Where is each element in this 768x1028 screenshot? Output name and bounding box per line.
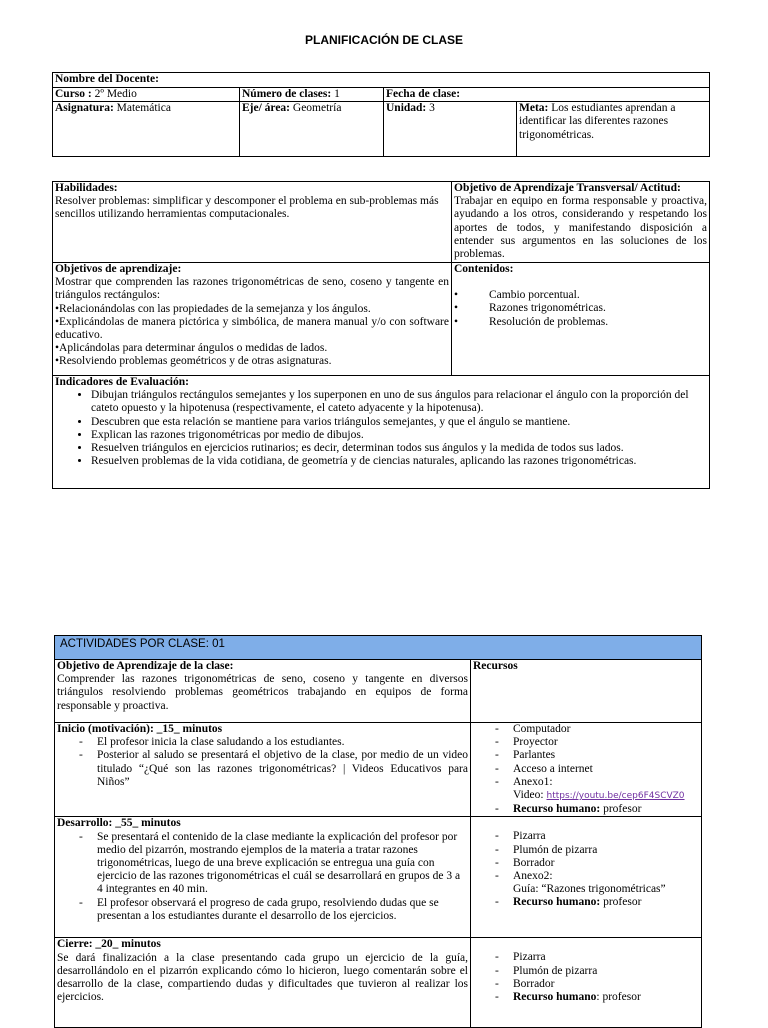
indicador-item: • Explican las razones trigonométricas por medio de dibujos.: [91, 429, 707, 442]
inicio-recursos-cell: [471, 723, 702, 817]
eje-cell: [240, 102, 384, 157]
asignatura-cell: [53, 102, 240, 157]
bullet-icon: •: [454, 315, 459, 328]
objetivo-clase-label: Objetivo de Aprendizaje de la clase:: [57, 660, 234, 672]
eje-value: Geometría: [292, 102, 342, 115]
inicio-item: - El profesor inicia la clase saludando a los estudiantes.: [97, 736, 468, 749]
bullet-icon: •: [454, 302, 459, 315]
rh-label: Recurso humano:: [513, 896, 601, 909]
indicador-item: • Resuelven triángulos en ejercicios rutinarios; es decir, determinan todos sus ángulos y la medida de todos sus lados.: [91, 442, 707, 455]
cierre-recursos-cell: [471, 938, 702, 1028]
objetivo-clase-cell: [55, 660, 471, 723]
curso-cell: [53, 88, 240, 102]
recurso-humano-item: [513, 896, 699, 909]
video-label: Video:: [513, 789, 544, 802]
num-clases-cell: [240, 88, 384, 102]
objetivos-label: Objetivos de aprendizaje:: [55, 263, 182, 275]
desarrollo-label: Desarrollo: _55_ minutos: [57, 817, 181, 830]
recurso-item: - Borrador: [513, 978, 699, 991]
curso-value: 2º Medio: [94, 88, 137, 100]
habilidades-label: Habilidades:: [55, 182, 118, 194]
desarrollo-recursos-cell: [471, 817, 702, 938]
rh-value: profesor: [603, 896, 642, 909]
objetivo-item: •Aplicándolas para determinar ángulos o medidas de lados.: [55, 342, 328, 355]
inicio-label: Inicio (motivación): _15_ minutos: [57, 723, 223, 735]
contenido-text: Razones trigonométricas.: [489, 302, 606, 315]
recurso-item: - Plumón de pizarra: [513, 965, 699, 978]
docente-cell: [53, 73, 710, 88]
recurso-humano-item: [513, 991, 699, 1004]
objetivo-item: •Resolviendo problemas geométricos y de otras asignaturas.: [55, 355, 332, 368]
recurso-item: - Plumón de pizarra: [513, 844, 699, 857]
bullet-icon: •: [454, 289, 459, 302]
objetivo-clase-text: Comprender las razones trigonométricas de seno, coseno y tangente en diversos triángulos resolviendo problemas geométricos trabajando en equipos de forma responsable y proactiva.: [57, 673, 468, 712]
actividades-header: ACTIVIDADES POR CLASE: 01: [55, 636, 702, 660]
contenido-item: [454, 289, 707, 302]
contenidos-cell: [452, 263, 710, 376]
inicio-cell: [55, 723, 471, 817]
eje-label: Eje/ área:: [242, 102, 291, 115]
recurso-item: - Anexo1:: [513, 776, 699, 789]
num-clases-value: 1: [334, 88, 340, 100]
video-link[interactable]: https://youtu.be/cep6F4SCVZ0: [546, 791, 685, 802]
fecha-cell: [384, 88, 710, 102]
guia-row: Guía: “Razones trigonométricas”: [513, 883, 666, 896]
recurso-item: - Pizarra: [513, 830, 699, 843]
indicador-item: • Resuelven problemas de la vida cotidiana, de geometría y de ciencias naturales, aplicando las razones trigonométricas.: [91, 455, 707, 468]
objetivos-intro: Mostrar que comprenden las razones trigonométricas de seno, coseno y tangente en triángulos rectángulos:: [55, 276, 449, 302]
recursos-label: Recursos: [473, 660, 518, 672]
curso-label: Curso :: [55, 88, 92, 100]
cierre-text: Se dará finalización a la clase presentando cada grupo un ejercicio de la guía, desarrollándolo en el pizarrón explicando cómo lo hicieron, luego comentarán sobre el desarrollo de la clase, compartiendo dudas y dificultades que tuvieron al realizar los ejercicios.: [57, 951, 468, 1004]
docente-label: Nombre del Docente:: [55, 73, 159, 85]
objetivo-item: •Relacionándolas con las propiedades de la semejanza y los ángulos.: [55, 302, 371, 315]
oat-text: Trabajar en equipo en forma responsable y proactiva, ayudando a los otros, considerando y respetando los aportes de todos, y manifestando disposición a entender sus argumentos en las soluciones de los problemas.: [454, 195, 707, 261]
indicador-item: • Dibujan triángulos rectángulos semejantes y los superponen en uno de sus ángulos para relacionar el ángulo con la proporción del cateto opuesto y la hipotenusa (respectivamente, el cateto adyacente y la hipotenusa).: [91, 389, 707, 415]
recurso-item: - Computador: [513, 723, 699, 736]
contenido-item: [454, 316, 707, 329]
asignatura-label: Asignatura:: [55, 102, 114, 115]
asignatura-value: Matemática: [116, 102, 171, 115]
recurso-item: - Proyector: [513, 736, 699, 749]
recurso-item: - Parlantes: [513, 749, 699, 762]
contenido-text: Resolución de problemas.: [489, 315, 609, 328]
desarrollo-item: - El profesor observará el progreso de cada grupo, resolviendo dudas que se presentan a los estudiantes durante el desarrollo de los ejercicios.: [97, 897, 468, 923]
contenido-text: Cambio porcentual.: [489, 289, 580, 302]
recursos-header-cell: [471, 660, 702, 723]
rh-value: : profesor: [596, 991, 641, 1004]
contenido-item: [454, 302, 707, 315]
fecha-label: Fecha de clase:: [386, 88, 461, 100]
habilidades-text: Resolver problemas: simplificar y descomponer el problema en sub-problemas más sencillos utilizando herramientas computacionales.: [55, 195, 439, 221]
cierre-cell: [55, 938, 471, 1028]
plan-table: [52, 181, 710, 489]
desarrollo-item: - Se presentará el contenido de la clase mediante la explicación del profesor por medio del pizarrón, mostrando ejemplos de la materia a tratar razones trigonométricas, luego de una breve explicación se entregua una guía con ejercicio de las razones trigonométricas el cuál se desarrollará en grupos de 3 a 4 integrantes en 40 min.: [97, 831, 468, 897]
habilidades-cell: [53, 182, 452, 263]
indicador-item: • Descubren que esta relación se mantiene para varios triángulos semejantes, y que el ángulo se mantiene.: [91, 416, 707, 429]
meta-value: Los estudiantes aprendan a identificar las diferentes razones trigonométricas.: [519, 102, 676, 141]
page-title: PLANIFICACIÓN DE CLASE: [304, 33, 463, 47]
rh-label: Recurso humano:: [513, 803, 601, 816]
inicio-item: - Posterior al saludo se presentará el objetivo de la clase, por medio de un video titulado “¿Qué son las razones trigonométricas? | Videos Educativos para Niños”: [97, 749, 468, 789]
indicadores-cell: [53, 376, 710, 489]
num-clases-label: Número de clases:: [242, 88, 332, 100]
recurso-item: - Borrador: [513, 857, 699, 870]
recurso-item: - Acceso a internet: [513, 763, 699, 776]
oat-cell: [452, 182, 710, 263]
header-table: [52, 72, 710, 157]
objetivo-item: •Explicándolas de manera pictórica y simbólica, de manera manual y/o con software educativo.: [55, 315, 449, 342]
unidad-label: Unidad:: [386, 102, 427, 115]
desarrollo-cell: [55, 817, 471, 938]
unidad-value: 3: [429, 102, 435, 115]
meta-label: Meta:: [519, 102, 549, 115]
objetivos-cell: [53, 263, 452, 376]
rh-value: profesor: [603, 803, 642, 816]
oat-label: Objetivo de Aprendizaje Transversal/ Actitud:: [454, 182, 681, 194]
indicadores-label: Indicadores de Evaluación:: [55, 376, 189, 388]
recurso-item: - Pizarra: [513, 951, 699, 964]
unidad-cell: [384, 102, 517, 157]
actividades-table: [54, 635, 702, 1028]
recurso-item: - Anexo2:: [513, 870, 699, 883]
contenidos-label: Contenidos:: [454, 263, 514, 275]
cierre-label: Cierre: _20_ minutos: [57, 938, 161, 951]
meta-cell: [517, 102, 710, 157]
video-row: [513, 789, 699, 803]
rh-label: Recurso humano: [513, 991, 597, 1004]
recurso-humano-item: [513, 803, 699, 816]
